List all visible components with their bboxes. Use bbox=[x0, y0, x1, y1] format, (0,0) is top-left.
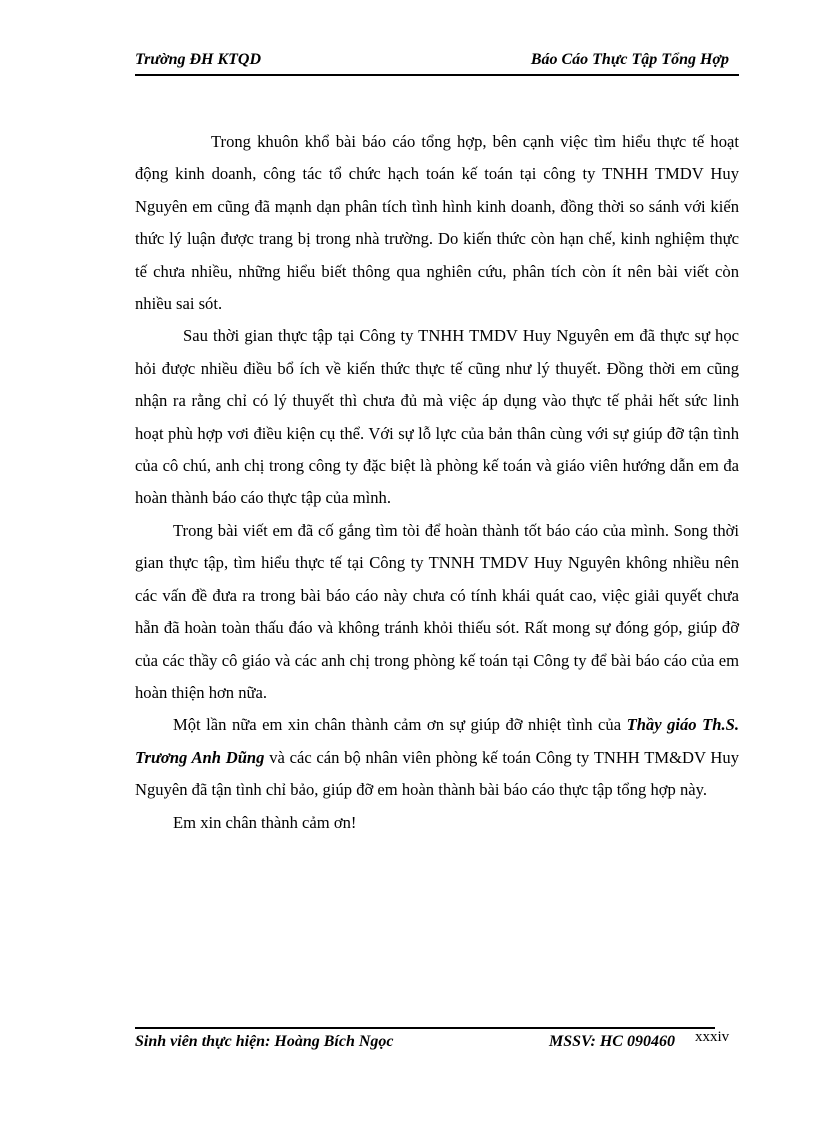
paragraph-4-end: và các cán bộ nhân viên phòng kế toán Công ty TNHH TM&DV Huy Nguyên đã tận tình chỉ bảo, giúp đỡ em hoàn thành bài báo cáo thực tập tổng hợp này. bbox=[135, 747, 739, 800]
page-number: xxxiv bbox=[695, 1029, 730, 1045]
paragraph-1: Trong khuôn khổ bài báo cáo tổng hợp, bên cạnh việc tìm hiểu thực tế hoạt động kinh doanh, công tác tổ chức hạch toán kế toán tại công ty TNHH TMDV Huy Nguyên em cũng đã mạnh dạn phân tích tình hình kinh doanh, đồng thời so sánh với kiến thức lý luận được trang bị trong nhà trường. Do kiến thức còn hạn chế, kinh nghiệm thực tế chưa nhiều, những hiểu biết thông qua nghiên cứu, phân tích còn ít nên bài viết còn nhiều sai sót. bbox=[135, 132, 739, 314]
school-name: Trường ĐH KTQD bbox=[135, 51, 262, 68]
paragraph-2: Sau thời gian thực tập tại Công ty TNHH TMDV Huy Nguyên em đã thực sự học hỏi được nhiều điều bổ ích về kiến thức thực tế cũng như lý thuyết. Đồng thời em cũng nhận ra rằng chỉ có lý thuyết thì chưa đủ mà việc áp dụng vào thực tế phải hết sức linh hoạt phù hợp vơi điều kiện cụ thể. Với sự lỗ lực của bản thân cùng với sự giúp đỡ tận tình của cô chú, anh chị trong công ty đặc biệt là phòng kế toán và giáo viên hướng dẫn em đa hoàn thành báo cáo thực tập của mình. bbox=[135, 326, 739, 508]
student-id: MSSV: HC 090460 bbox=[549, 1033, 675, 1050]
paragraph-4-start: Một lần nữa em xin chân thành cảm ơn sự giúp đỡ nhiệt tình của bbox=[173, 715, 627, 735]
paragraph-4 bbox=[135, 709, 739, 806]
document-body bbox=[135, 126, 739, 839]
supervisor-name: Thầy giáo Th.S. Trương Anh Dũng bbox=[135, 715, 739, 767]
student-name: Sinh viên thực hiện: Hoàng Bích Ngọc bbox=[135, 1033, 394, 1050]
footer-divider bbox=[135, 1027, 715, 1029]
paragraph-3: Trong bài viết em đã cố gắng tìm tòi để hoàn thành tốt báo cáo của mình. Song thời gian thực tập, tìm hiểu thực tế tại Công ty TNNH TMDV Huy Nguyên không nhiều nên các vấn đề đưa ra trong bài báo cáo này chưa có tính khái quát cao, việc giải quyết chưa hẵn đã hoàn toàn thấu đáo và không tránh khỏi thiếu sót. Rất mong sự đóng góp, giúp đỡ của các thầy cô giáo và các anh chị trong phòng kế toán tại Công ty để bài báo cáo của em hoàn thiện hơn nữa. bbox=[135, 520, 739, 702]
closing-thanks: Em xin chân thành cảm ơn! bbox=[173, 812, 357, 832]
page-header bbox=[135, 50, 739, 76]
page-footer bbox=[135, 1029, 739, 1057]
report-title: Báo Cáo Thực Tập Tổng Hợp bbox=[530, 51, 729, 68]
